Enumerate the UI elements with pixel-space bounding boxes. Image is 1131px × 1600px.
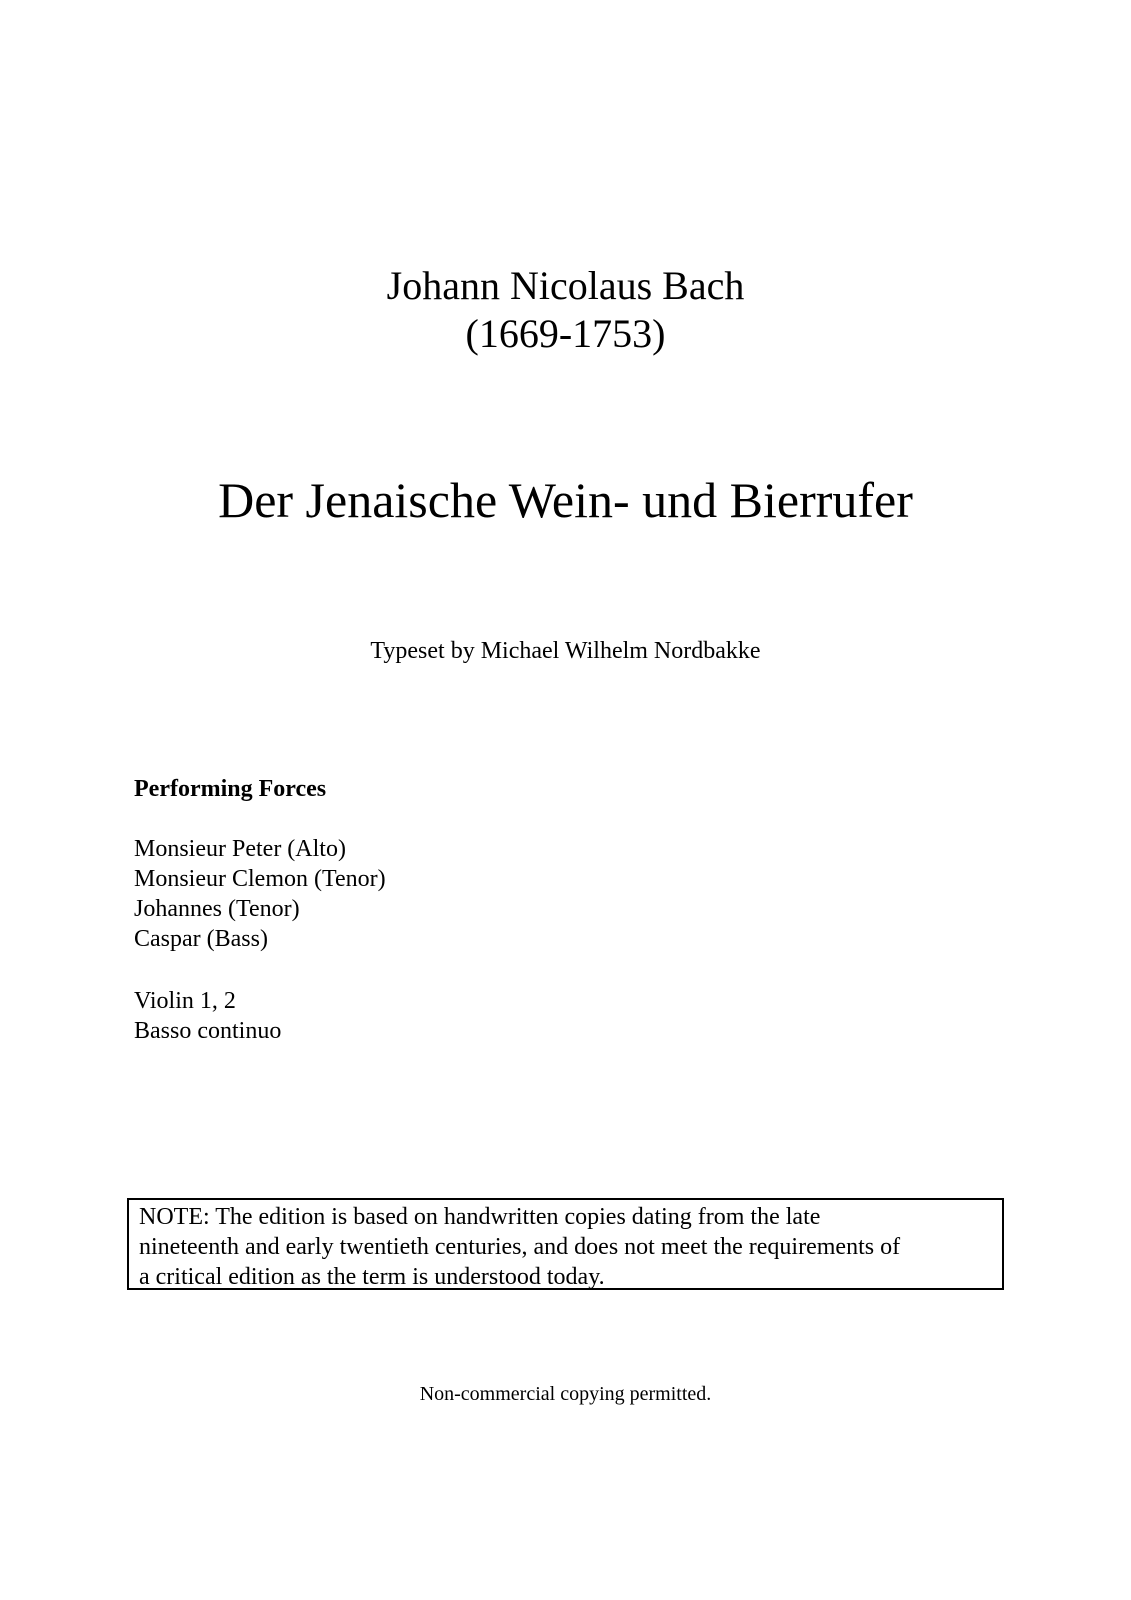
performing-forces-heading: Performing Forces [134,776,327,802]
list-item: Johannes (Tenor) [134,896,300,922]
list-item: Monsieur Clemon (Tenor) [134,866,386,892]
instruments-list [134,986,281,1046]
note-line: a critical edition as the term is understood today. [139,1264,605,1290]
work-title: Der Jenaische Wein- und Bierrufer [218,472,913,528]
note-line: nineteenth and early twentieth centuries, and does not meet the requirements of [139,1234,901,1260]
composer-block [0,262,1131,358]
voices-list [134,834,386,954]
note-line: NOTE: The edition is based on handwritten copies dating from the late [139,1204,821,1230]
copyright-footer: Non-commercial copying permitted. [419,1383,712,1405]
typeset-credit: Typeset by Michael Wilhelm Nordbakke [370,638,761,664]
list-item: Violin 1, 2 [134,988,236,1014]
list-item: Monsieur Peter (Alto) [134,836,346,862]
composer-dates: (1669-1753) [465,311,666,356]
composer-name: Johann Nicolaus Bach [386,263,745,308]
edition-note-box [127,1198,1004,1290]
list-item: Basso continuo [134,1018,282,1044]
list-item: Caspar (Bass) [134,926,268,952]
